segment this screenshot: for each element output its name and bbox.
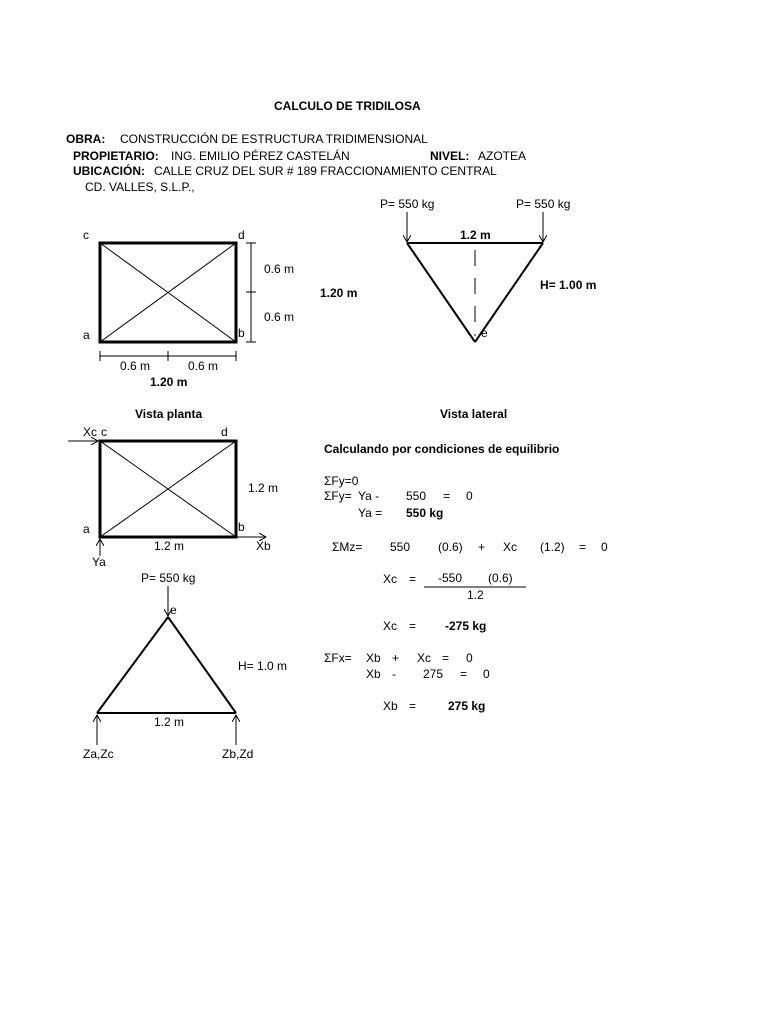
- reaction-node-c: c: [101, 425, 107, 439]
- reaction-ya-label: Ya: [92, 555, 106, 569]
- side-load-right: P= 550 kg: [516, 197, 571, 211]
- plan-side-total: 1.20 m: [320, 286, 358, 300]
- calc-fx2-275: 275: [423, 667, 444, 681]
- calc-xc-value: -275 kg: [445, 619, 487, 633]
- propietario-value: ING. EMILIO PÉREZ CASTELÁN: [171, 149, 350, 163]
- elev-span: 1.2 m: [154, 715, 185, 729]
- calc-fy-label: ΣFy=: [324, 489, 352, 503]
- calc-xc-eq: =: [409, 572, 417, 586]
- propietario-label: PROPIETARIO:: [73, 149, 159, 163]
- plan-view-diagram: [83, 228, 357, 421]
- calc-fx-xc: Xc: [417, 651, 432, 665]
- calc-xc2-eq: =: [409, 619, 417, 633]
- calc-xc-num-a: -550: [438, 571, 463, 585]
- plan-node-c: c: [83, 228, 89, 242]
- calc-mz-0: 0: [601, 540, 608, 554]
- plan-dim-total: 1.20 m: [150, 375, 188, 389]
- elev-height: H= 1.0 m: [238, 659, 288, 673]
- ubicacion-line2: CD. VALLES, S.L.P.,: [85, 180, 195, 194]
- calc-fx-label: ΣFx=: [324, 651, 352, 665]
- reaction-node-a: a: [83, 522, 90, 536]
- reaction-bottom-dim: 1.2 m: [154, 539, 185, 553]
- reaction-xc-label: Xc: [83, 425, 98, 439]
- calc-xc-label: Xc: [383, 572, 398, 586]
- elev-node-e: e: [170, 603, 177, 617]
- elev-load: P= 550 kg: [141, 571, 196, 585]
- ubicacion-label: UBICACIÓN:: [73, 164, 145, 178]
- calc-fy-0: 0: [466, 489, 473, 503]
- calc-xb-value: 275 kg: [448, 699, 486, 713]
- plan-dim-upper: 0.6 m: [264, 262, 295, 276]
- calc-fy0: ΣFy=0: [324, 474, 359, 488]
- obra-label: OBRA:: [66, 132, 106, 146]
- plan-node-d: d: [238, 228, 245, 242]
- reaction-plan-diagram: [68, 425, 278, 569]
- elev-left-support: Za,Zc: [83, 747, 114, 761]
- plan-dim-right: 0.6 m: [188, 359, 219, 373]
- reaction-node-b: b: [238, 520, 245, 534]
- plan-node-a: a: [83, 328, 90, 342]
- side-view-diagram: [380, 197, 596, 421]
- calc-fx2-minus: -: [392, 667, 396, 681]
- calc-fx2-0: 0: [483, 667, 490, 681]
- plan-dim-left: 0.6 m: [120, 359, 151, 373]
- reaction-xb-label: Xb: [256, 539, 271, 553]
- elev-right-support: Zb,Zd: [222, 747, 254, 761]
- page-title: CALCULO DE TRIDILOSA: [274, 99, 421, 113]
- side-height: H= 1.00 m: [540, 278, 597, 292]
- calc-heading: Calculando por condiciones de equilibrio: [324, 442, 560, 456]
- calc-mz-plus: +: [478, 540, 486, 554]
- calc-mz-eq: =: [579, 540, 587, 554]
- elev-right-member: [168, 617, 236, 713]
- reaction-side-dim: 1.2 m: [248, 481, 279, 495]
- calc-mz-550: 550: [390, 540, 411, 554]
- calc-fx-eq: =: [442, 651, 450, 665]
- nivel-label: NIVEL:: [430, 149, 470, 163]
- obra-value: CONSTRUCCIÓN DE ESTRUCTURA TRIDIMENSIONAL: [120, 132, 428, 146]
- side-load-left: P= 550 kg: [380, 197, 435, 211]
- calc-fx-xb: Xb: [366, 651, 381, 665]
- calc-fx-plus: +: [392, 651, 400, 665]
- plan-caption: Vista planta: [135, 407, 203, 421]
- side-left-diagonal: [407, 243, 475, 342]
- side-caption: Vista lateral: [440, 407, 508, 421]
- calc-mz-06: (0.6): [438, 540, 463, 554]
- calc-fx2-xb: Xb: [366, 667, 381, 681]
- calc-fy-ya: Ya -: [358, 489, 380, 503]
- calc-ya-label: Ya =: [358, 506, 383, 520]
- calc-xc-num-b: (0.6): [488, 571, 513, 585]
- reaction-elevation-diagram: [83, 571, 287, 761]
- calc-fx2-eq: =: [460, 667, 468, 681]
- nivel-value: AZOTEA: [478, 149, 527, 163]
- calc-xc-den: 1.2: [467, 588, 484, 602]
- calc-xb-eq: =: [409, 699, 417, 713]
- reaction-node-d: d: [221, 425, 228, 439]
- ubicacion-line1: CALLE CRUZ DEL SUR # 189 FRACCIONAMIENTO CENTRAL: [154, 164, 497, 178]
- calc-xb-label: Xb: [383, 699, 398, 713]
- calc-fy-550: 550: [406, 489, 427, 503]
- plan-node-b: b: [238, 326, 245, 340]
- side-node-e: e: [481, 326, 488, 340]
- calc-ya-value: 550 kg: [406, 506, 444, 520]
- side-span: 1.2 m: [460, 228, 491, 242]
- calc-xc2-label: Xc: [383, 619, 398, 633]
- calc-mz-xc: Xc: [503, 540, 518, 554]
- calc-mz-label: ΣMz=: [332, 540, 363, 554]
- calc-mz-12: (1.2): [540, 540, 565, 554]
- calc-fy-eq: =: [443, 489, 451, 503]
- calc-fx-0: 0: [466, 651, 473, 665]
- plan-dim-lower: 0.6 m: [264, 310, 295, 324]
- elev-left-member: [97, 617, 168, 713]
